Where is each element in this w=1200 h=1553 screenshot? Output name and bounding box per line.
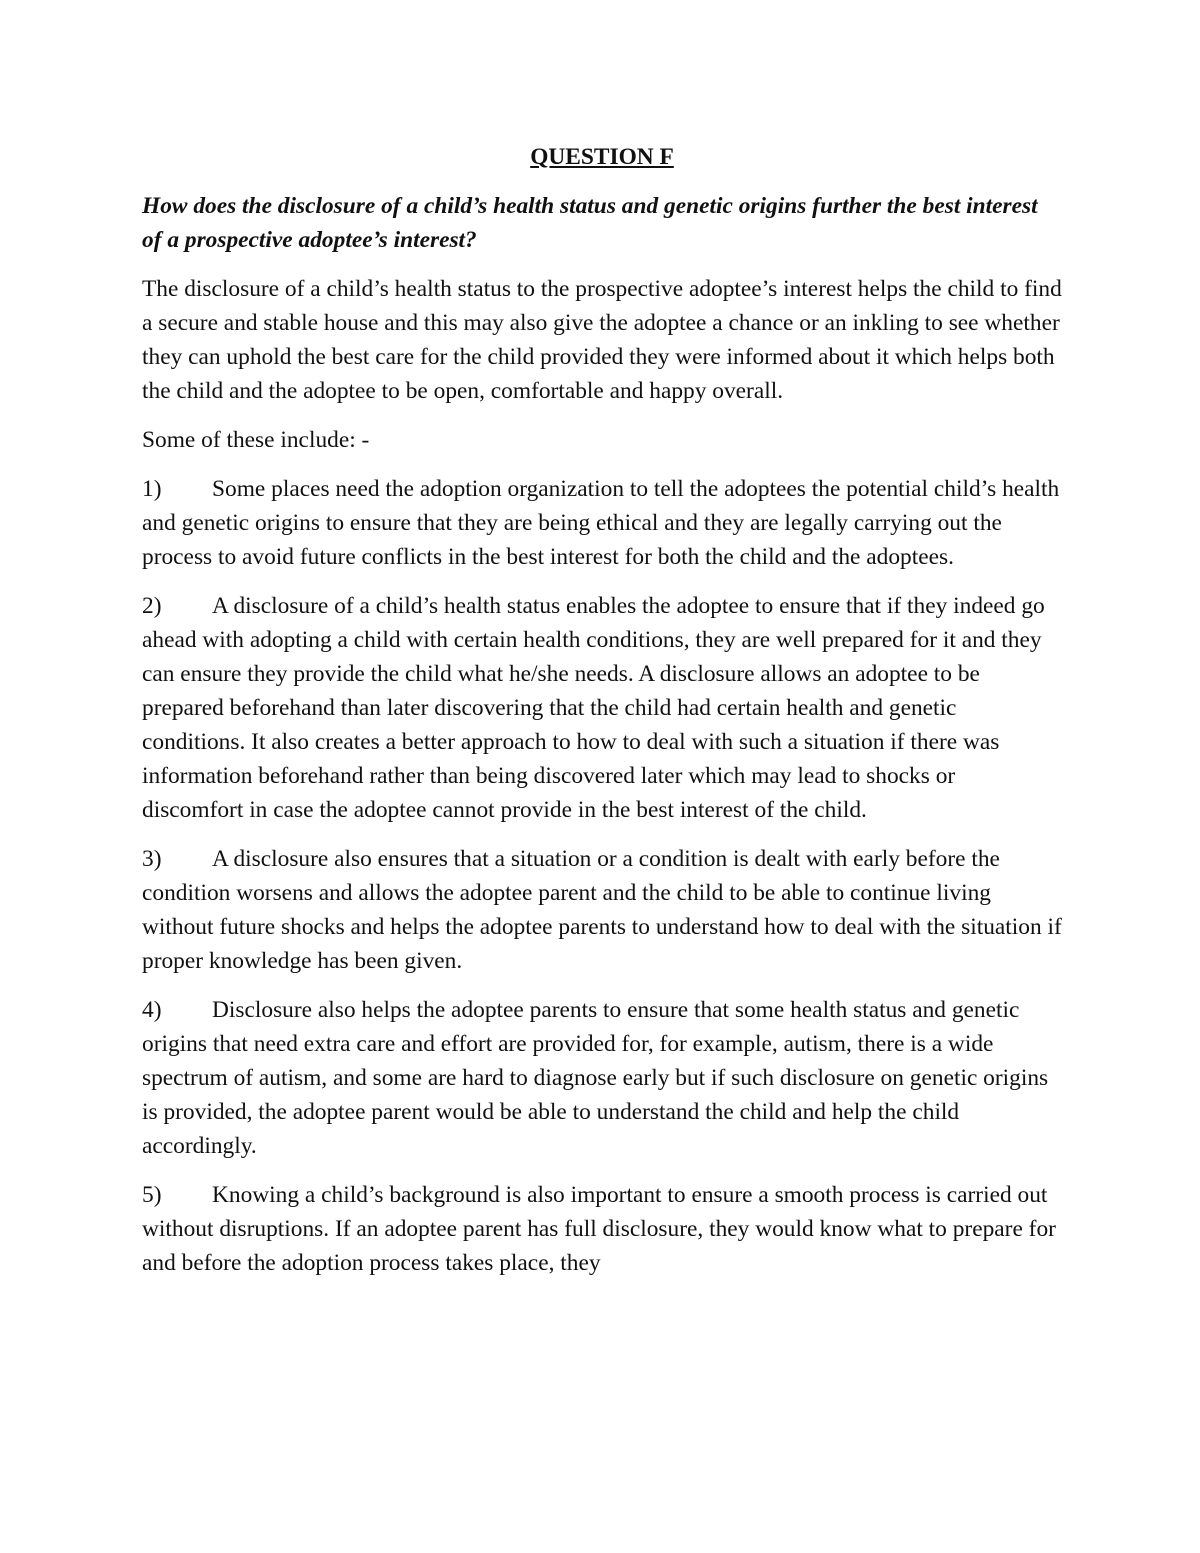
list-item — [142, 993, 1062, 1163]
list-item — [142, 842, 1062, 978]
list-item — [142, 589, 1062, 827]
list-item-text: A disclosure of a child’s health status enables the adoptee to ensure that if they indeed go ahead with adopting a child with certain health conditions, they are well prepared for it and they can ensure they provide the child what he/she needs. A disclosure allows an adoptee to be prepared beforehand than later discovering that the child had certain health and genetic conditions. It also creates a better approach to how to deal with such a situation if there was information beforehand rather than being discovered later which may lead to shocks or discomfort in case the adoptee cannot provide in the best interest of the child. — [142, 593, 1045, 823]
list-item-number: 2) — [142, 593, 162, 619]
list-item-text: Knowing a child’s background is also important to ensure a smooth process is carried out without disruptions. If an adoptee parent has full disclosure, they would know what to prepare for and before the adoption process takes place, they — [142, 1182, 1056, 1276]
list-item — [142, 1178, 1062, 1280]
list-item-text: A disclosure also ensures that a situation or a condition is dealt with early before the condition worsens and allows the adoptee parent and the child to be able to continue living without future shocks and helps the adoptee parents to understand how to deal with the situation if proper knowledge has been given. — [142, 846, 1062, 974]
document-body — [142, 140, 1062, 1295]
lead-in-text: Some of these include: - — [142, 427, 370, 453]
question-text: How does the disclosure of a child’s health status and genetic origins further the best interest of a prospective adoptee’s interest? — [142, 193, 1038, 253]
list-item-number: 5) — [142, 1182, 162, 1208]
list-item-text: Some places need the adoption organization to tell the adoptees the potential child’s health and genetic origins to ensure that they are being ethical and they are legally carrying out the process to avoid future conflicts in the best interest for both the child and the adoptees. — [142, 476, 1060, 570]
intro-paragraph: The disclosure of a child’s health status to the prospective adoptee’s interest helps the child to find a secure and stable house and this may also give the adoptee a chance or an inkling to see whether they can uphold the best care for the child provided they were informed about it which helps both the child and the adoptee to be open, comfortable and happy overall. — [142, 276, 1062, 404]
question-heading: QUESTION F — [530, 144, 674, 170]
list-item-number: 3) — [142, 846, 162, 872]
list-item — [142, 472, 1062, 574]
list-item-number: 4) — [142, 997, 162, 1023]
list-item-number: 1) — [142, 476, 162, 502]
list-item-text: Disclosure also helps the adoptee parents to ensure that some health status and genetic origins that need extra care and effort are provided for, for example, autism, there is a wide spectrum of autism, and some are hard to diagnose early but if such disclosure on genetic origins is provided, the adoptee parent would be able to understand the child and help the child accordingly. — [142, 997, 1049, 1159]
